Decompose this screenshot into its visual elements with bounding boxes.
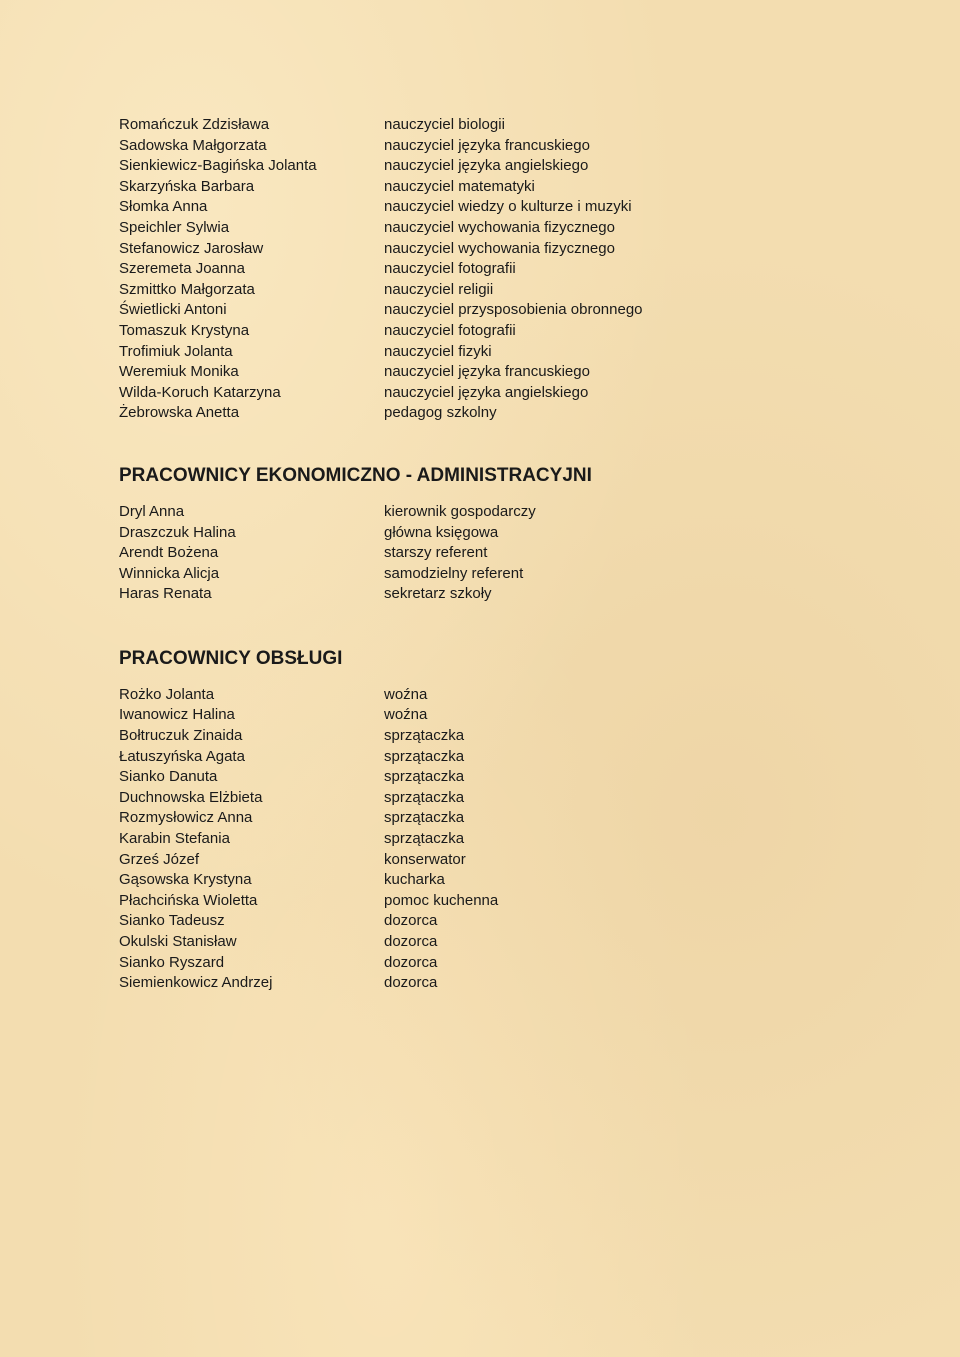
staff-name: Romańczuk Zdzisława (119, 116, 270, 133)
staff-row (119, 280, 839, 301)
staff-row (119, 523, 839, 544)
staff-name: Bołtruczuk Zinaida (119, 727, 243, 745)
admin-staff-list (119, 502, 839, 605)
staff-name: Grześ Józef (119, 850, 200, 868)
staff-name: Okulski Stanisław (119, 933, 237, 950)
staff-row (119, 115, 839, 136)
staff-row (119, 870, 839, 891)
staff-name: Wilda-Koruch Katarzyna (119, 383, 281, 401)
staff-row (119, 136, 839, 157)
staff-role: sprzątaczka (384, 768, 465, 786)
staff-name: Haras Renata (119, 585, 212, 603)
staff-row (119, 403, 839, 424)
staff-row (119, 218, 839, 239)
staff-role: dozorca (384, 933, 438, 950)
staff-role: główna księgowa (384, 523, 499, 541)
staff-row (119, 321, 839, 342)
staff-role: nauczyciel języka angielskiego (384, 383, 589, 401)
staff-row (119, 850, 839, 871)
staff-name: Duchnowska Elżbieta (119, 788, 263, 806)
staff-role: dozorca (384, 912, 438, 930)
staff-role: nauczyciel wychowania fizycznego (384, 239, 615, 257)
staff-name: Dryl Anna (119, 502, 185, 520)
staff-role: nauczyciel fotografii (384, 260, 516, 278)
staff-role: sprzątaczka (384, 747, 465, 765)
staff-row (119, 259, 839, 280)
staff-name: Weremiuk Monika (119, 363, 239, 381)
staff-name: Sienkiewicz-Bagińska Jolanta (119, 157, 317, 175)
staff-row (119, 543, 839, 564)
staff-name: Żebrowska Anetta (119, 404, 240, 422)
staff-name: Rozmysłowicz Anna (119, 809, 253, 827)
staff-name: Rożko Jolanta (119, 685, 215, 703)
staff-role: woźna (384, 706, 428, 724)
teachers-list (119, 115, 839, 424)
staff-name: Szeremeta Joanna (119, 260, 245, 278)
staff-role: dozorca (384, 974, 438, 992)
staff-name: Szmittko Małgorzata (119, 280, 255, 298)
staff-role: sprzątaczka (384, 788, 465, 806)
staff-row (119, 705, 839, 726)
staff-row (119, 502, 839, 523)
staff-role: nauczyciel fizyki (384, 342, 492, 360)
section-heading-admin: PRACOWNICY EKONOMICZNO - ADMINISTRACYJNI (119, 464, 592, 486)
staff-name: Sianko Danuta (119, 768, 218, 786)
staff-row (119, 911, 839, 932)
staff-row (119, 383, 839, 404)
staff-row (119, 726, 839, 747)
staff-row (119, 239, 839, 260)
staff-row (119, 788, 839, 809)
staff-row (119, 767, 839, 788)
staff-row (119, 156, 839, 177)
staff-row (119, 891, 839, 912)
staff-name: Łatuszyńska Agata (119, 747, 245, 765)
staff-document (119, 115, 839, 994)
staff-role: nauczyciel religii (384, 280, 494, 298)
staff-row (119, 362, 839, 383)
staff-name: Karabin Stefania (119, 830, 230, 848)
staff-role: nauczyciel biologii (384, 116, 505, 133)
staff-name: Arendt Bożena (119, 544, 219, 562)
staff-role: dozorca (384, 953, 438, 971)
staff-row (119, 197, 839, 218)
staff-row (119, 953, 839, 974)
staff-name: Płachcińska Wioletta (119, 891, 258, 909)
staff-name: Świetlicki Antoni (119, 301, 227, 319)
staff-row (119, 342, 839, 363)
staff-row (119, 932, 839, 953)
staff-name: Sianko Ryszard (119, 953, 225, 971)
staff-name: Sianko Tadeusz (119, 912, 225, 930)
staff-name: Draszczuk Halina (119, 523, 236, 541)
staff-row (119, 584, 839, 605)
staff-row (119, 808, 839, 829)
staff-name: Trofimiuk Jolanta (119, 342, 233, 360)
staff-role: pomoc kuchenna (384, 891, 499, 909)
staff-role: nauczyciel fotografii (384, 321, 516, 339)
staff-role: starszy referent (384, 544, 488, 562)
staff-role: sekretarz szkoły (384, 585, 492, 603)
staff-role: nauczyciel języka angielskiego (384, 157, 589, 175)
staff-row (119, 829, 839, 850)
staff-name: Skarzyńska Barbara (119, 177, 255, 195)
staff-role: konserwator (384, 850, 466, 868)
staff-role: pedagog szkolny (384, 404, 497, 422)
staff-name: Siemienkowicz Andrzej (119, 974, 273, 992)
staff-role: sprzątaczka (384, 830, 465, 848)
staff-role: nauczyciel matematyki (384, 177, 535, 195)
staff-name: Winnicka Alicja (119, 564, 220, 582)
staff-row (119, 564, 839, 585)
staff-role: woźna (384, 685, 428, 703)
staff-role: nauczyciel przysposobienia obronnego (384, 301, 643, 319)
staff-name: Słomka Anna (119, 198, 208, 216)
staff-role: nauczyciel wiedzy o kulturze i muzyki (384, 198, 632, 216)
staff-row (119, 747, 839, 768)
staff-role: nauczyciel wychowania fizycznego (384, 218, 615, 236)
staff-row (119, 300, 839, 321)
staff-row (119, 685, 839, 706)
staff-name: Stefanowicz Jarosław (119, 239, 264, 257)
staff-row (119, 973, 839, 994)
staff-name: Gąsowska Krystyna (119, 871, 252, 889)
staff-role: nauczyciel języka francuskiego (384, 136, 590, 154)
staff-name: Iwanowicz Halina (119, 706, 235, 724)
section-heading-service: PRACOWNICY OBSŁUGI (119, 647, 343, 669)
staff-row (119, 177, 839, 198)
staff-role: nauczyciel języka francuskiego (384, 363, 590, 381)
staff-role: sprzątaczka (384, 727, 465, 745)
staff-role: kierownik gospodarczy (384, 502, 536, 520)
staff-role: kucharka (384, 871, 445, 889)
staff-role: sprzątaczka (384, 809, 465, 827)
staff-name: Tomaszuk Krystyna (119, 321, 250, 339)
staff-name: Sadowska Małgorzata (119, 136, 267, 154)
service-staff-list (119, 685, 839, 994)
staff-name: Speichler Sylwia (119, 218, 230, 236)
staff-role: samodzielny referent (384, 564, 524, 582)
